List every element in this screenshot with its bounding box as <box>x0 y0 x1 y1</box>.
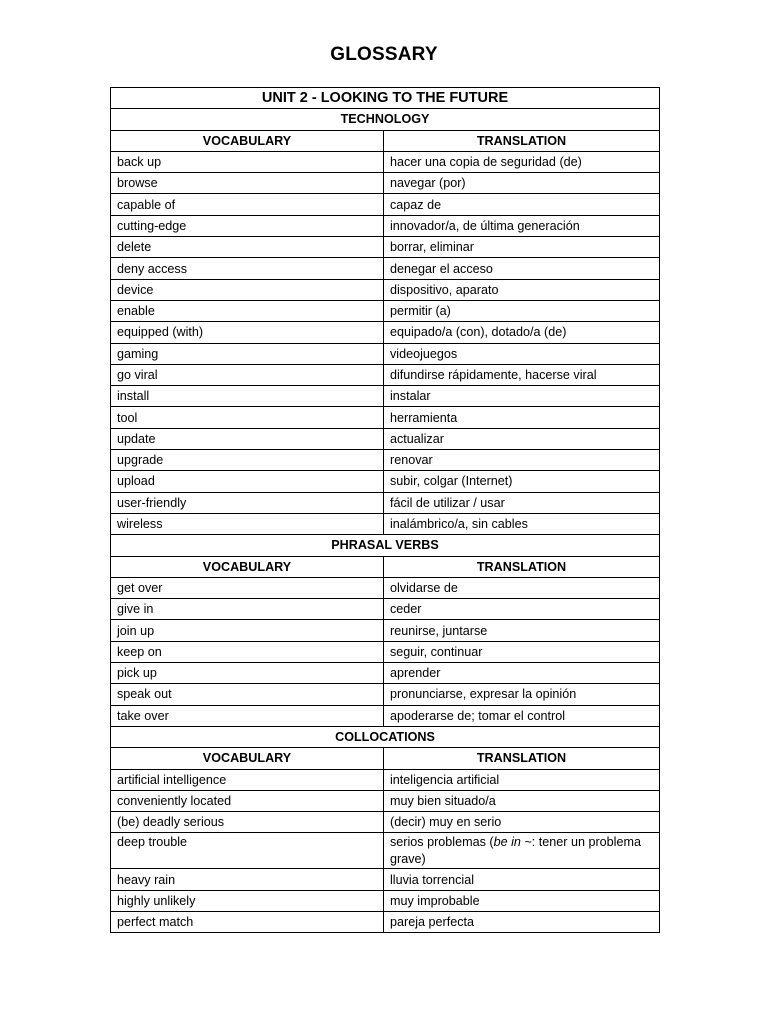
glossary-row <box>111 407 660 428</box>
vocabulary-cell: cutting-edge <box>111 215 384 236</box>
translation-cell: aprender <box>384 663 660 684</box>
column-header-row <box>111 556 660 577</box>
column-header-row <box>111 748 660 769</box>
vocabulary-cell: install <box>111 386 384 407</box>
vocabulary-cell: enable <box>111 300 384 321</box>
vocabulary-cell: pick up <box>111 663 384 684</box>
vocabulary-cell: go viral <box>111 364 384 385</box>
translation-cell: muy bien situado/a <box>384 790 660 811</box>
glossary-row <box>111 620 660 641</box>
translation-cell: olvidarse de <box>384 577 660 598</box>
vocabulary-cell: upgrade <box>111 450 384 471</box>
glossary-row <box>111 386 660 407</box>
glossary-row <box>111 428 660 449</box>
glossary-row <box>111 769 660 790</box>
glossary-row <box>111 869 660 890</box>
vocabulary-cell: take over <box>111 705 384 726</box>
glossary-row <box>111 215 660 236</box>
glossary-row <box>111 684 660 705</box>
translation-cell: hacer una copia de seguridad (de) <box>384 151 660 172</box>
glossary-row <box>111 279 660 300</box>
translation-cell: videojuegos <box>384 343 660 364</box>
vocabulary-cell: (be) deadly serious <box>111 812 384 833</box>
page-title: GLOSSARY <box>330 44 438 65</box>
translation-cell: lluvia torrencial <box>384 869 660 890</box>
translation-cell: fácil de utilizar / usar <box>384 492 660 513</box>
translation-italic-text: be in ~ <box>493 835 532 850</box>
translation-cell: seguir, continuar <box>384 641 660 662</box>
section-title: COLLOCATIONS <box>111 726 660 747</box>
vocabulary-cell: speak out <box>111 684 384 705</box>
vocabulary-cell: equipped (with) <box>111 322 384 343</box>
vocabulary-header: VOCABULARY <box>111 748 384 769</box>
vocabulary-cell: deep trouble <box>111 833 384 869</box>
vocabulary-cell: delete <box>111 237 384 258</box>
translation-cell: instalar <box>384 386 660 407</box>
vocabulary-cell: perfect match <box>111 911 384 932</box>
glossary-row <box>111 833 660 869</box>
glossary-row <box>111 641 660 662</box>
glossary-row <box>111 890 660 911</box>
translation-cell: equipado/a (con), dotado/a (de) <box>384 322 660 343</box>
glossary-row <box>111 258 660 279</box>
translation-cell <box>384 833 660 869</box>
translation-cell: denegar el acceso <box>384 258 660 279</box>
vocabulary-cell: browse <box>111 173 384 194</box>
translation-cell: muy improbable <box>384 890 660 911</box>
vocabulary-header: VOCABULARY <box>111 556 384 577</box>
translation-cell: renovar <box>384 450 660 471</box>
vocabulary-cell: capable of <box>111 194 384 215</box>
glossary-row <box>111 300 660 321</box>
glossary-row <box>111 577 660 598</box>
translation-cell: navegar (por) <box>384 173 660 194</box>
glossary-row <box>111 343 660 364</box>
translation-cell: pareja perfecta <box>384 911 660 932</box>
glossary-row <box>111 471 660 492</box>
vocabulary-cell: heavy rain <box>111 869 384 890</box>
unit-title: UNIT 2 - LOOKING TO THE FUTURE <box>111 88 660 109</box>
glossary-row <box>111 790 660 811</box>
glossary-row <box>111 364 660 385</box>
vocabulary-cell: conveniently located <box>111 790 384 811</box>
translation-cell: dispositivo, aparato <box>384 279 660 300</box>
translation-cell: reunirse, juntarse <box>384 620 660 641</box>
glossary-row <box>111 194 660 215</box>
glossary-row <box>111 513 660 534</box>
section-title-row <box>111 535 660 556</box>
glossary-row <box>111 492 660 513</box>
translation-cell: herramienta <box>384 407 660 428</box>
vocabulary-cell: give in <box>111 599 384 620</box>
glossary-row <box>111 705 660 726</box>
vocabulary-cell: tool <box>111 407 384 428</box>
translation-cell: apoderarse de; tomar el control <box>384 705 660 726</box>
vocabulary-cell: back up <box>111 151 384 172</box>
translation-cell: innovador/a, de última generación <box>384 215 660 236</box>
translation-cell: actualizar <box>384 428 660 449</box>
glossary-row <box>111 911 660 932</box>
vocabulary-header: VOCABULARY <box>111 130 384 151</box>
translation-cell: inteligencia artificial <box>384 769 660 790</box>
glossary-row <box>111 599 660 620</box>
glossary-row <box>111 151 660 172</box>
vocabulary-cell: get over <box>111 577 384 598</box>
glossary-row <box>111 322 660 343</box>
translation-cell: inalámbrico/a, sin cables <box>384 513 660 534</box>
vocabulary-cell: user-friendly <box>111 492 384 513</box>
translation-cell: permitir (a) <box>384 300 660 321</box>
translation-cell: subir, colgar (Internet) <box>384 471 660 492</box>
glossary-row <box>111 450 660 471</box>
translation-cell: difundirse rápidamente, hacerse viral <box>384 364 660 385</box>
vocabulary-cell: highly unlikely <box>111 890 384 911</box>
vocabulary-cell: update <box>111 428 384 449</box>
section-title-row <box>111 109 660 130</box>
vocabulary-cell: artificial intelligence <box>111 769 384 790</box>
translation-cell: ceder <box>384 599 660 620</box>
translation-text: : tener un problema grave) <box>390 835 641 867</box>
section-title: TECHNOLOGY <box>111 109 660 130</box>
vocabulary-cell: wireless <box>111 513 384 534</box>
translation-cell: capaz de <box>384 194 660 215</box>
glossary-row <box>111 663 660 684</box>
translation-cell: borrar, eliminar <box>384 237 660 258</box>
translation-header: TRANSLATION <box>384 556 660 577</box>
vocabulary-cell: keep on <box>111 641 384 662</box>
vocabulary-cell: device <box>111 279 384 300</box>
glossary-table <box>110 87 660 933</box>
vocabulary-cell: upload <box>111 471 384 492</box>
section-title: PHRASAL VERBS <box>111 535 660 556</box>
column-header-row <box>111 130 660 151</box>
glossary-row <box>111 173 660 194</box>
section-title-row <box>111 726 660 747</box>
vocabulary-cell: gaming <box>111 343 384 364</box>
glossary-row <box>111 812 660 833</box>
translation-cell: (decir) muy en serio <box>384 812 660 833</box>
translation-cell: pronunciarse, expresar la opinión <box>384 684 660 705</box>
translation-header: TRANSLATION <box>384 748 660 769</box>
vocabulary-cell: join up <box>111 620 384 641</box>
translation-header: TRANSLATION <box>384 130 660 151</box>
translation-text: serios problemas ( <box>390 835 494 850</box>
glossary-row <box>111 237 660 258</box>
vocabulary-cell: deny access <box>111 258 384 279</box>
